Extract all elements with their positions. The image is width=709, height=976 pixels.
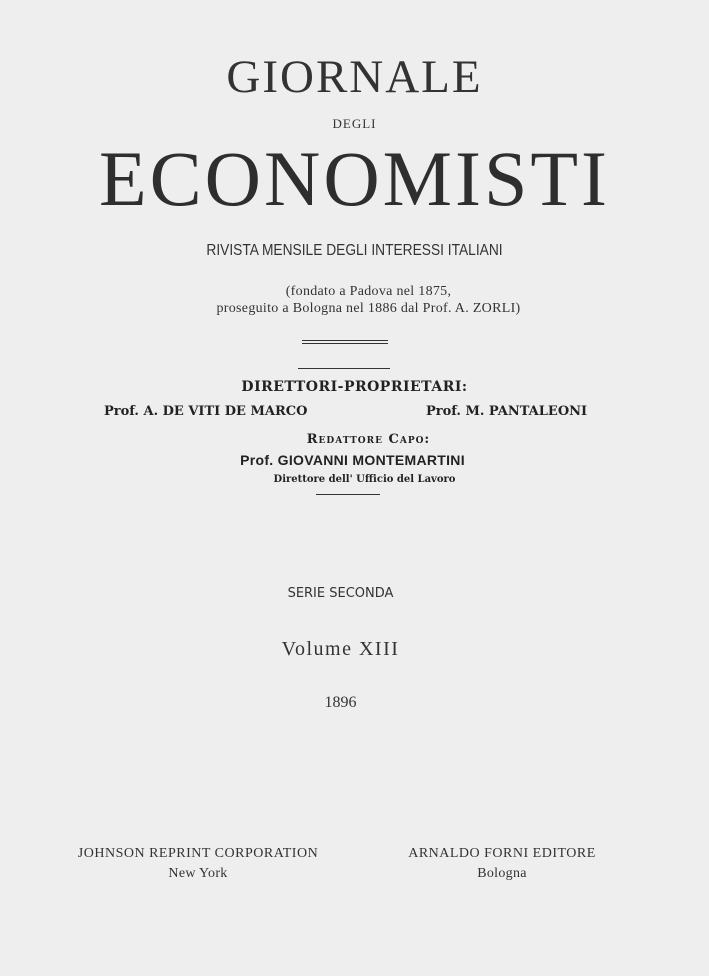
publisher-johnson-city: New York [168, 866, 228, 881]
editor-heading: Redattore Capo: [306, 432, 431, 447]
director-de-viti-de-marco: Prof. A. DE VITI DE MARCO [104, 404, 308, 419]
volume-label: Volume XIII [281, 638, 400, 660]
publisher-johnson-name: JOHNSON REPRINT CORPORATION [77, 846, 319, 861]
journal-title-economisti: ECONOMISTI [99, 135, 610, 222]
editor-underline-rule [316, 494, 380, 495]
double-rule-bottom [302, 343, 388, 344]
journal-title-degli: DEGLI [332, 116, 377, 131]
founding-note-line-1: (fondato a Padova nel 1875, [285, 284, 452, 299]
journal-title-giornale: GIORNALE [226, 51, 483, 103]
editor-name: Prof. GIOVANNI MONTEMARTINI [240, 452, 465, 468]
publisher-johnson [64, 846, 332, 882]
publisher-forni-name: ARNALDO FORNI EDITORE [408, 846, 596, 861]
founding-note-line-2: proseguito a Bologna nel 1886 dal Prof. A. ZORLI) [216, 301, 521, 316]
editor-role: Direttore dell' Ufficio del Lavoro [273, 474, 456, 485]
series-label: SERIE SECONDA [287, 586, 394, 601]
divider-rule [298, 368, 390, 369]
publisher-forni [394, 846, 610, 882]
publisher-forni-city: Bologna [477, 866, 527, 881]
journal-subtitle: RIVISTA MENSILE DEGLI INTERESSI ITALIANI [206, 242, 503, 259]
publication-year: 1896 [324, 694, 357, 711]
director-pantaleoni: Prof. M. PANTALEONI [426, 404, 588, 419]
double-rule-top [302, 340, 388, 341]
directors-heading: DIRETTORI-PROPRIETARI: [241, 379, 468, 395]
